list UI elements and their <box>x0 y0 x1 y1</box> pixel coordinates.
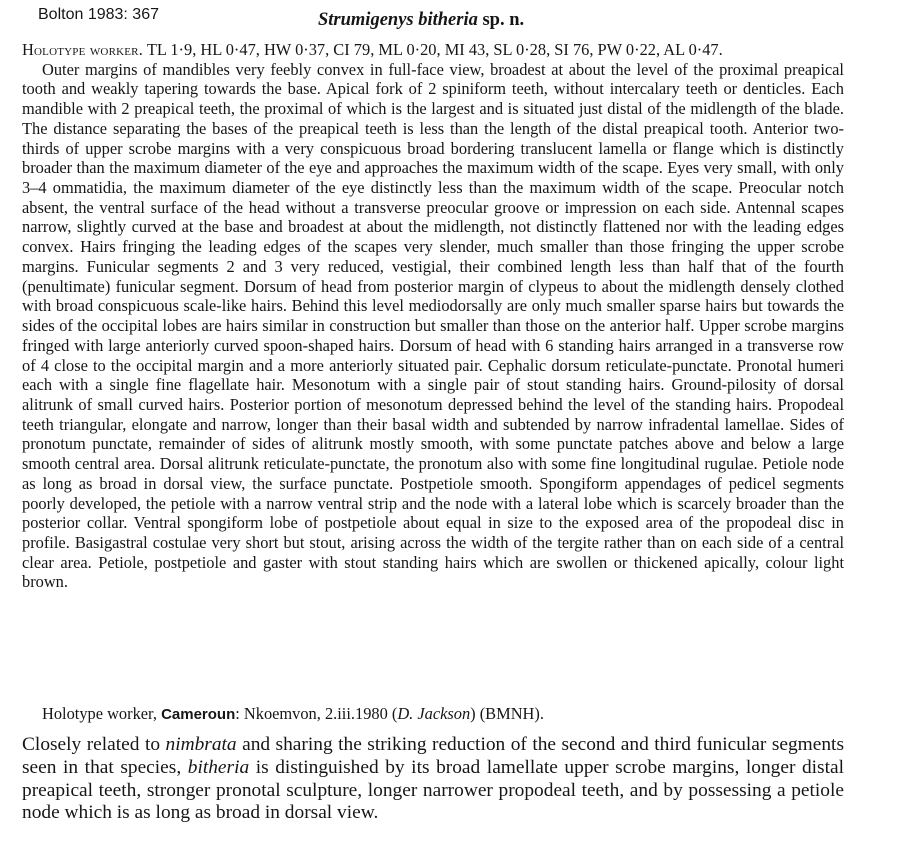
species-name: Strumigenys bitheria <box>318 10 478 30</box>
citation-reference: Bolton 1983: 367 <box>38 6 159 23</box>
discussion-species-1: nimbrata <box>165 734 237 755</box>
material-country: Cameroun <box>161 706 236 723</box>
discussion-text-1: Closely related to <box>22 734 166 755</box>
material-prefix: Holotype worker, <box>42 704 157 723</box>
discussion-species-2: bitheria <box>187 756 250 778</box>
holotype-label: Holotype worker. <box>22 40 144 59</box>
material-locality: : Nkoemvon, 2.iii.1980 ( <box>235 704 398 723</box>
species-status: sp. n. <box>482 10 525 30</box>
holotype-description-block <box>22 40 844 592</box>
discussion-text-2: and sharing the striking reduction of the second and third funicular segments seen in that species, <box>22 734 844 778</box>
measurements-line <box>22 40 844 60</box>
discussion-paragraph <box>22 734 844 825</box>
material-collector: D. Jackson <box>397 704 471 723</box>
measurements: TL 1·9, HL 0·47, HW 0·37, CI 79, ML 0·20, MI 43, SL 0·28, SI 76, PW 0·22, AL 0·47. <box>146 40 723 59</box>
species-heading <box>318 10 524 31</box>
description-paragraph: Outer margins of mandibles very feebly convex in full-face view, broadest at about the level of the proximal preapical tooth and weakly tapering towards the base. Apical fork of 2 spiniform teeth, without intercalary teeth or denticles. Each mandible with 2 preapical teeth, the proximal of which is the largest and is situated just distal of the midlength of the blade. The distance separating the bases of the preapical teeth is less than the length of the distal preapical tooth. Anterior two-thirds of upper scrobe margins with a very conspicuous broad bordering translucent lamella or flange which is distinctly broader than the maximum diameter of the eye and approaches the maximum width of the scape. Eyes very small, with only 3–4 ommatidia, the maximum diameter of the eye distinctly less than the maximum width of the scape. Preocular notch absent, the ventral surface of the head without a transverse preocular groove or impression on each side. Antennal scapes narrow, slightly curved at the base and broadest at about the midlength, not distinctly flattened nor with the leading edges convex. Hairs fringing the leading edges of the scapes very slender, much smaller than those fringing the upper scrobe margins. Funicular segments 2 and 3 very reduced, vestigial, their combined length less than half that of the fourth (penultimate) funicular segment. Dorsum of head from posterior margin of clypeus to about the midlength densely clothed with broad conspicuous scale-like hairs. Behind this level mediodorsally are only much smaller sparse hairs but towards the sides of the occipital lobes are hairs similar in construction but smaller than those on the anterior half. Upper scrobe margins fringed with large anteriorly curved spoon-shaped hairs. Dorsum of head with 6 standing hairs arranged in a transverse row of 4 close to the occipital margin and a more anteriorly situated pair. Cephalic dorsum reticulate-punctate. Pronotal humeri each with a single fine flagellate hair. Mesonotum with a single pair of stout standing hairs. Ground-pilosity of dorsal alitrunk of small curved hairs. Posterior portion of mesonotum depressed behind the level of the standing hairs. Propodeal teeth triangular, elongate and narrow, longer than their basal width and subtended by narrow infradental lamellae. Sides of pronotum punctate, remainder of sides of alitrunk mostly smooth, with some punctate patches above and below a large smooth central area. Dorsal alitrunk reticulate-punctate, the pronotum also with some fine longitudinal rugulae. Petiole node as long as broad in dorsal view, the surface punctate. Postpetiole smooth. Spongiform appendages of pedicel segments poorly developed, the petiole with a narrow ventral strip and the node with a lateral lobe which is scarcely broader than the posterior collar. Ventral spongiform lobe of postpetiole about equal in size to the exposed area of the propodeal disc in profile. Basigastral costulae very short but stout, arising across the width of the tergite rather than on each side of a central clear area. Petiole, postpetiole and gaster with stout standing hairs which are swollen or thickened apically, colour light brown. <box>22 59 844 592</box>
material-examined <box>42 704 544 725</box>
material-suffix: ) (BMNH). <box>470 704 544 723</box>
discussion-text-3: is distinguished by its broad lamellate upper scrobe margins, longer distal preapical teeth, stronger pronotal sculpture, longer narrower propodeal teeth, and by possessing a petiole node which is as long as broad in dorsal view. <box>22 756 844 824</box>
